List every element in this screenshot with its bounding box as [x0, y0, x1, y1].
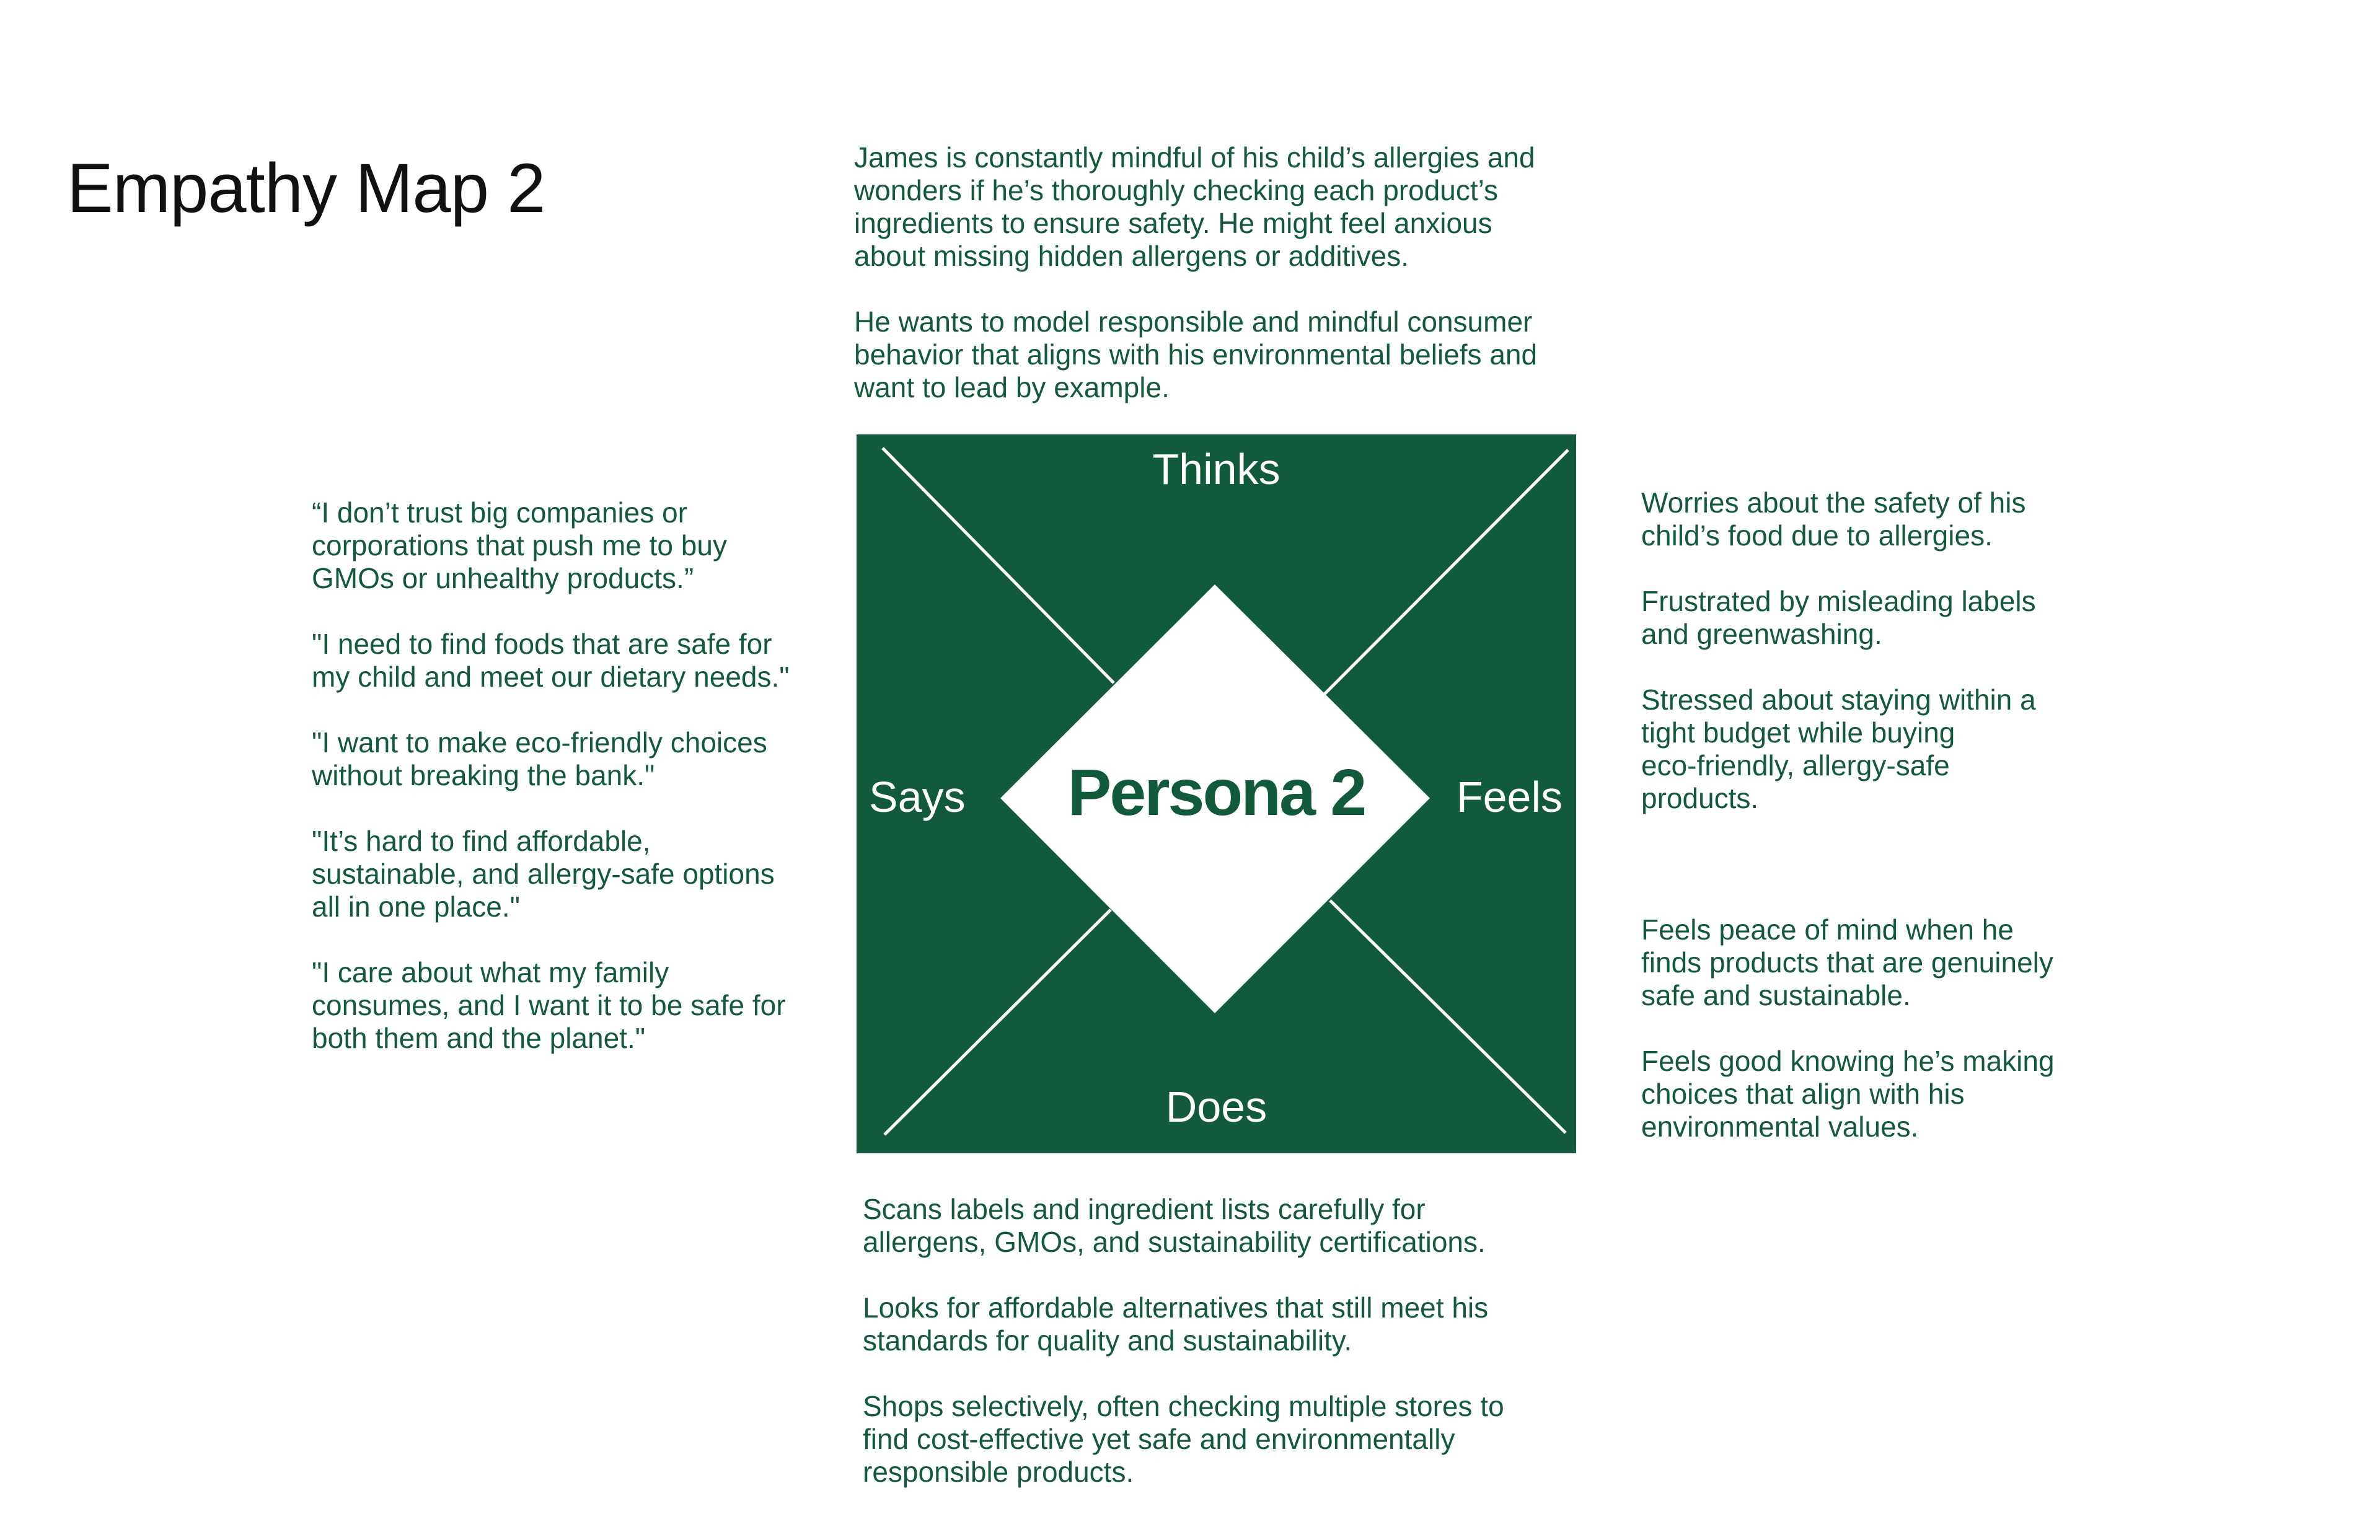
- thinks-note: James is constantly mindful of his child’s allergies and wonders if he’s thoroughly checking each product’s ingredients to ensure safety. He might feel anxious about missing hidden allergens or additives.: [854, 141, 1535, 272]
- feels-notes: [1641, 486, 2187, 1143]
- thinks-notes: [854, 141, 1623, 404]
- says-quote: "I need to find foods that are safe for my child and meet our dietary needs.": [312, 628, 790, 693]
- does-note: Scans labels and ingredient lists carefully for allergens, GMOs, and sustainability certifications.: [863, 1193, 1486, 1258]
- page-title: Empathy Map 2: [67, 149, 545, 227]
- feels-note: Stressed about staying within a tight budget while buying eco-friendly, allergy-safe products.: [1641, 684, 2036, 814]
- empathy-map-panel: [857, 434, 1576, 1153]
- quadrant-label-feels: Feels: [1456, 773, 1562, 821]
- says-quote: "I care about what my family consumes, and I want it to be safe for both them and the planet.": [312, 956, 786, 1054]
- feels-note: Feels peace of mind when he finds products that are genuinely safe and sustainable.: [1641, 913, 2053, 1011]
- quadrant-label-thinks: Thinks: [1152, 445, 1280, 493]
- does-notes: [863, 1193, 1631, 1489]
- does-note: Shops selectively, often checking multiple stores to find cost-effective yet safe and environmentally responsible products.: [863, 1390, 1504, 1488]
- persona-name: Persona 2: [1067, 756, 1365, 829]
- thinks-note: He wants to model responsible and mindful consumer behavior that aligns with his environmental beliefs and want to lead by example.: [854, 306, 1538, 403]
- says-quote: “I don’t trust big companies or corporations that push me to buy GMOs or unhealthy products.”: [312, 496, 727, 594]
- says-notes: [312, 496, 845, 1055]
- quadrant-label-does: Does: [1165, 1083, 1267, 1131]
- feels-note: Feels good knowing he’s making choices that align with his environmental values.: [1641, 1045, 2055, 1143]
- says-quote: "It’s hard to find affordable, sustainable, and allergy-safe options all in one place.": [312, 825, 775, 923]
- quadrant-label-says: Says: [869, 773, 966, 821]
- feels-note: Frustrated by misleading labels and greenwashing.: [1641, 585, 2036, 650]
- does-note: Looks for affordable alternatives that still meet his standards for quality and sustainability.: [863, 1291, 1489, 1357]
- says-quote: "I want to make eco-friendly choices without breaking the bank.": [312, 726, 767, 791]
- feels-note: Worries about the safety of his child’s food due to allergies.: [1641, 486, 2026, 552]
